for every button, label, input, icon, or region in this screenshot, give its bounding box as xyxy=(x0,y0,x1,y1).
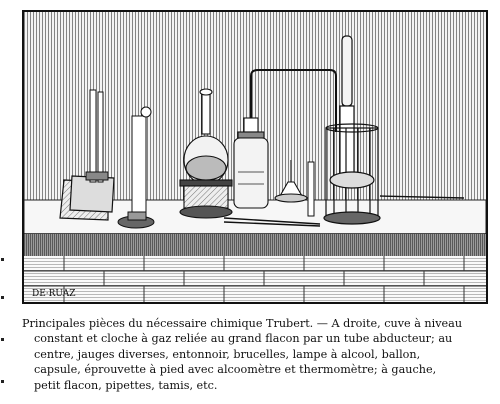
large-flask xyxy=(234,118,268,208)
engraving-drawing xyxy=(24,12,486,302)
table-front xyxy=(24,234,486,256)
caption-line-3: centre, jauges diverses, entonnoir, brucelles, lampe à alcool, ballon, xyxy=(34,347,421,361)
engraving-illustration xyxy=(22,10,488,304)
figure-caption xyxy=(22,316,492,393)
caption-line-1: Principales pièces du nécessaire chimique Trubert. — A droite, cuve à niveau xyxy=(22,317,463,330)
caption-line-4: capsule, éprouvette à pied avec alcoomètre et thermomètre; à gauche, xyxy=(34,363,437,377)
thermometer xyxy=(308,162,314,216)
engraver-signature: DE·RUAZ xyxy=(32,289,76,299)
caption-line-2: constant et cloche à gaz reliée au grand flacon par un tube abducteur; au xyxy=(34,332,453,346)
caption-line-5: petit flacon, pipettes, tamis, etc. xyxy=(34,378,218,392)
sieves xyxy=(60,176,114,220)
brick-wall xyxy=(24,256,486,302)
page-edge-marks xyxy=(0,250,6,400)
